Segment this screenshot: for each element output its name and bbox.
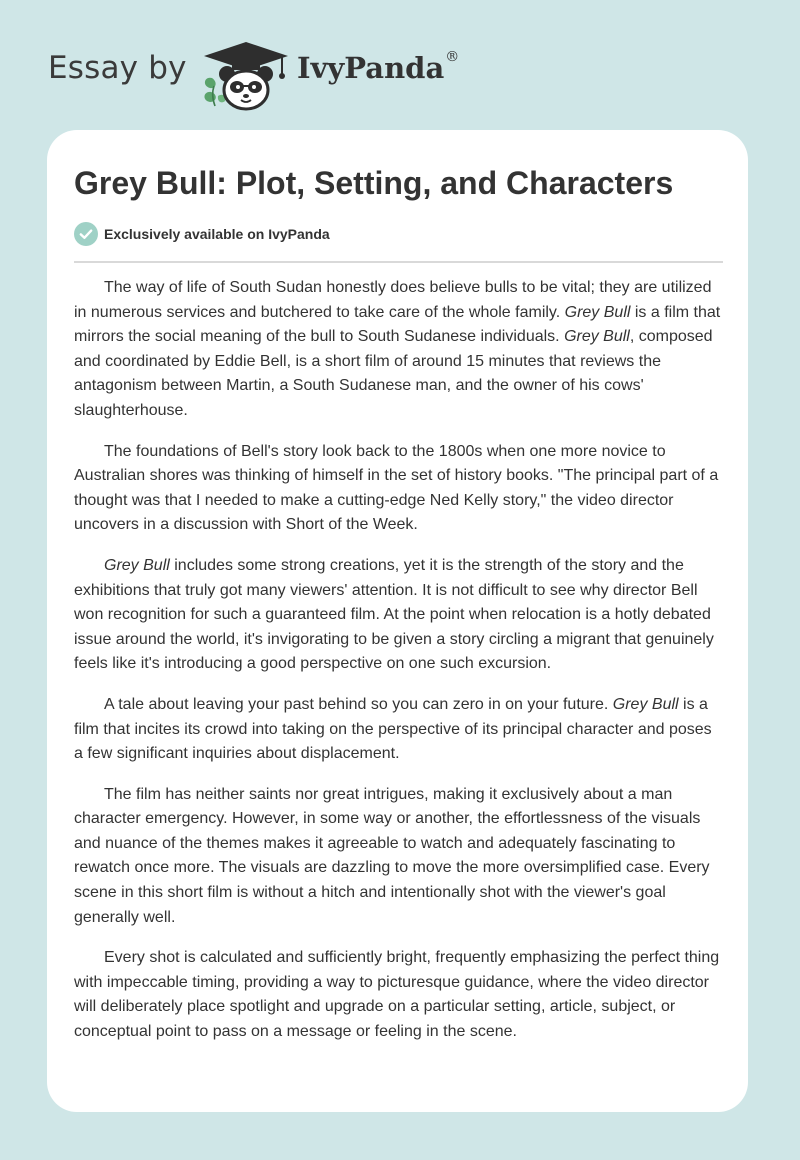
paragraph-text: The way of life of South Sudan honestly does believe bulls to be vital; they are utilized in numerous services and butchered to take care of the whole family. <box>74 279 712 321</box>
paragraph-text: is a film that mirrors the social meaning of the bull to South Sudanese individuals. <box>74 303 721 346</box>
article-paragraph <box>74 554 724 677</box>
film-title-italic: Grey Bull <box>564 328 630 346</box>
paragraph-text: The film has neither saints nor great intrigues, making it exclusively about a man character emergency. However, in some way or another, the effortlessness of the visuals and nuance of the themes makes it agreeable to watch and adequately fascinating to rewatch once more. The visuals are dazzling to move the more oversimplified case. Every scene in this short film is without a hitch and intentionally shot with the viewer's goal generally well. <box>74 785 710 926</box>
essay-card <box>47 130 748 1112</box>
paragraph-text: includes some strong creations, yet it is the strength of the story and the exhibitions that truly got many viewers' attention. It is not difficult to see why director Bell won recognition for such a guaranteed film. At the point when relocation is a hotly debated issue around the world, it's invigorating to be given a story circling a migrant that genuinely feels like it's introducing a good perspective on one such excursion. <box>74 556 714 673</box>
paragraph-text: A tale about leaving your past behind so you can zero in on your future. <box>104 695 613 713</box>
brand-name[interactable] <box>297 51 458 85</box>
paragraph-text: is a film that incites its crowd into taking on the perspective of its principal character and poses a few significant inquiries about displacement. <box>74 695 712 763</box>
panda-graduate-icon[interactable] <box>198 36 294 112</box>
article-paragraph <box>74 693 724 767</box>
exclusive-badge-text: Exclusively available on IvyPanda <box>104 226 330 242</box>
check-circle-icon <box>74 222 98 246</box>
film-title-italic: Grey Bull <box>104 556 170 574</box>
article-body <box>74 276 724 1061</box>
film-title-italic: Grey Bull <box>564 303 631 321</box>
site-header <box>0 0 800 130</box>
essay-by-label: Essay by <box>48 50 187 86</box>
page-title: Grey Bull: Plot, Setting, and Characters <box>74 165 674 201</box>
paragraph-text: , composed and coordinated by Eddie Bell, is a short film of around 15 minutes that reviews the antagonism between Martin, a South Sudanese man, and the owner of his cows' slaughterhouse. <box>74 328 713 419</box>
article-paragraph <box>74 276 724 424</box>
exclusive-badge <box>74 222 330 246</box>
title-divider <box>74 261 723 263</box>
article-paragraph <box>74 440 724 538</box>
brand-name-text: IvyPanda <box>297 51 445 85</box>
paragraph-text: The foundations of Bell's story look back to the 1800s when one more novice to Australian shores was thinking of himself in the set of history books. "The principal part of a thought was that I needed to make a cutting-edge Ned Kelly story," the video director uncovers in a discussion with Short of the Week. <box>74 442 719 534</box>
article-paragraph <box>74 946 724 1044</box>
article-paragraph <box>74 783 724 931</box>
film-title-italic: Grey Bull <box>612 695 679 713</box>
paragraph-text: Every shot is calculated and sufficiently bright, frequently emphasizing the perfect thing with impeccable timing, providing a way to picturesque guidance, where the video director will deliberately place spotlight and upgrade on a particular setting, article, subject, or conceptual point to pass on a message or feeling in the scene. <box>74 949 720 1041</box>
registered-mark: ® <box>445 49 460 65</box>
